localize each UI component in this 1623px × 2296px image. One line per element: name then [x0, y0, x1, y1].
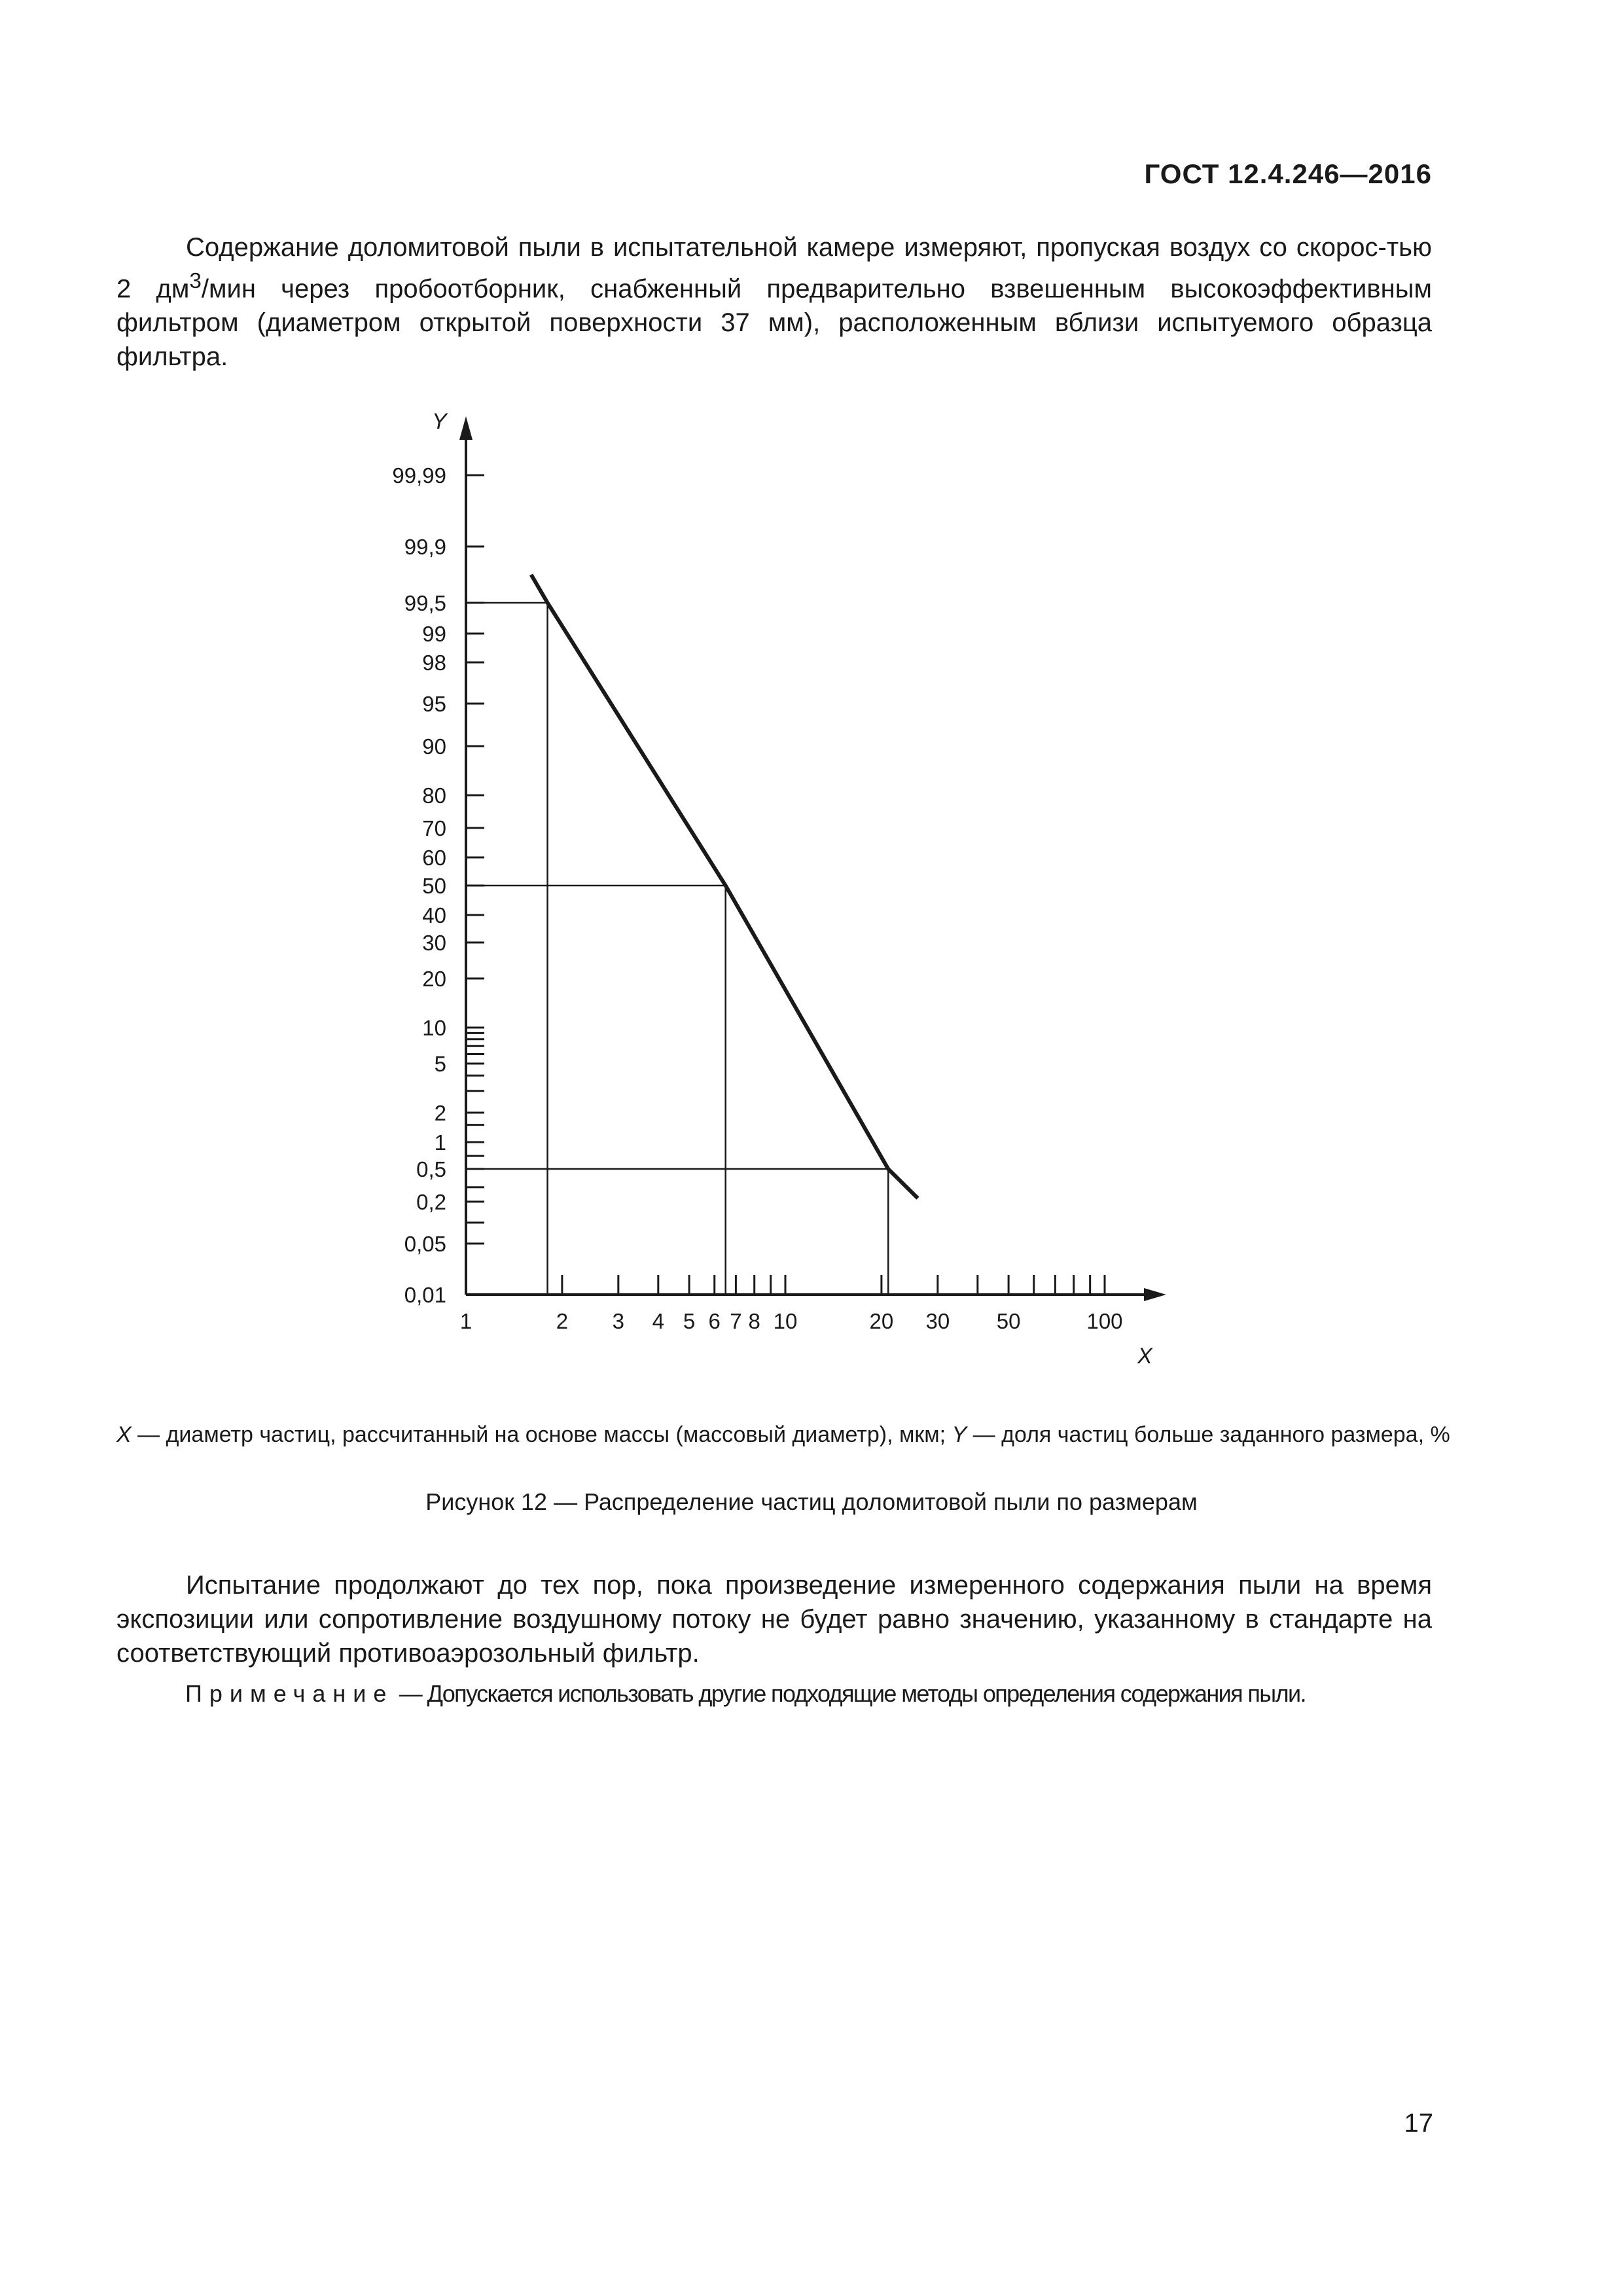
- y-axis-title: Y: [432, 409, 447, 434]
- x-tick-label: 30: [925, 1309, 950, 1333]
- x-tick-label: 100: [1086, 1309, 1123, 1333]
- y-axis: [459, 416, 473, 1295]
- y-tick-label: 30: [422, 931, 446, 955]
- y-tick-label: 0,2: [416, 1190, 446, 1214]
- y-tick-label: 0,05: [404, 1232, 446, 1256]
- reference-lines: [466, 603, 888, 1295]
- y-tick-label: 99,99: [392, 463, 446, 488]
- x-axis-title: X: [1137, 1344, 1152, 1369]
- intro-superscript: 3: [189, 269, 202, 293]
- y-tick-label: 99,5: [404, 591, 446, 615]
- y-tick-label: 0,01: [404, 1283, 446, 1307]
- document-header: ГОСТ 12.4.246—2016: [1144, 158, 1432, 189]
- x-tick-label: 1: [459, 1309, 473, 1333]
- intro-text-part1: Содержание доломитовой пыли в испытательной камере измеряют, пропуская воздух со скорос-тью 2 дм: [116, 233, 1432, 304]
- x-axis: [466, 1288, 1166, 1301]
- figure-caption: Рисунок 12 — Распределение частиц доломитовой пыли по размерам: [425, 1488, 1198, 1515]
- y-tick-label: 99,9: [404, 535, 446, 559]
- page-number: 17: [1404, 2109, 1433, 2138]
- x-tick-label: 3: [612, 1309, 625, 1333]
- distribution-line: [531, 575, 918, 1198]
- y-tick-label: 40: [422, 903, 446, 927]
- note-label: Примечание: [185, 1680, 394, 1707]
- y-tick-label: 80: [422, 783, 446, 808]
- y-tick-labels: [392, 463, 446, 1307]
- note: [185, 1680, 1306, 1708]
- note-text: — Допускается использовать другие подходящие методы определения содержания пыли.: [393, 1680, 1306, 1707]
- test-paragraph-text: Испытание продолжают до тех пор, пока произведение измеренного содержания пыли на время экспозиции или сопротивление воздушному потоку не будет равно значению, указанному в стандарте на соответствующий противоаэрозольный фильтр.: [116, 1571, 1432, 1668]
- y-tick-label: 2: [434, 1101, 446, 1125]
- y-tick-label: 10: [422, 1016, 446, 1040]
- y-tick-label: 20: [422, 967, 446, 991]
- legend-x-symbol: X: [116, 1422, 132, 1447]
- y-tick-label: 0,5: [416, 1157, 446, 1181]
- x-tick-label: 4: [652, 1309, 664, 1333]
- x-tick-label: 5: [683, 1309, 696, 1333]
- y-tick-label: 98: [422, 651, 446, 675]
- y-tick-label: 1: [434, 1130, 446, 1155]
- intro-text-part2: /мин через пробоотборник, снабженный предварительно взвешенным высокоэффективным фильтром (диаметром открытой поверхности 37 мм), расположенным вблизи испытуемого образца фильтра.: [116, 274, 1432, 372]
- y-tick-label: 99: [422, 622, 446, 646]
- figure-legend: [116, 1422, 1450, 1448]
- y-tick-label: 5: [434, 1052, 446, 1076]
- x-tick-labels: [460, 1309, 1123, 1333]
- y-tick-label: 90: [422, 734, 446, 759]
- y-tick-marks: [466, 475, 484, 1244]
- x-tick-label: 50: [996, 1309, 1021, 1333]
- x-tick-label: 2: [556, 1309, 569, 1333]
- x-tick-marks: [562, 1275, 1105, 1295]
- test-paragraph: [116, 1568, 1432, 1670]
- y-tick-label: 50: [422, 874, 446, 898]
- legend-x-description: — диаметр частиц, рассчитанный на основе массы (массовый диаметр), мкм;: [131, 1422, 952, 1447]
- x-tick-label: 10: [773, 1309, 798, 1333]
- legend-y-description: — доля частиц больше заданного размера, %: [967, 1422, 1450, 1447]
- y-tick-label: 70: [422, 816, 446, 840]
- y-tick-label: 95: [422, 692, 446, 716]
- x-tick-label: 8: [748, 1309, 760, 1333]
- x-tick-label: 7: [730, 1309, 742, 1333]
- x-tick-label: 6: [708, 1309, 721, 1333]
- y-tick-label: 60: [422, 846, 446, 870]
- legend-y-symbol: Y: [952, 1422, 967, 1447]
- x-tick-label: 20: [869, 1309, 894, 1333]
